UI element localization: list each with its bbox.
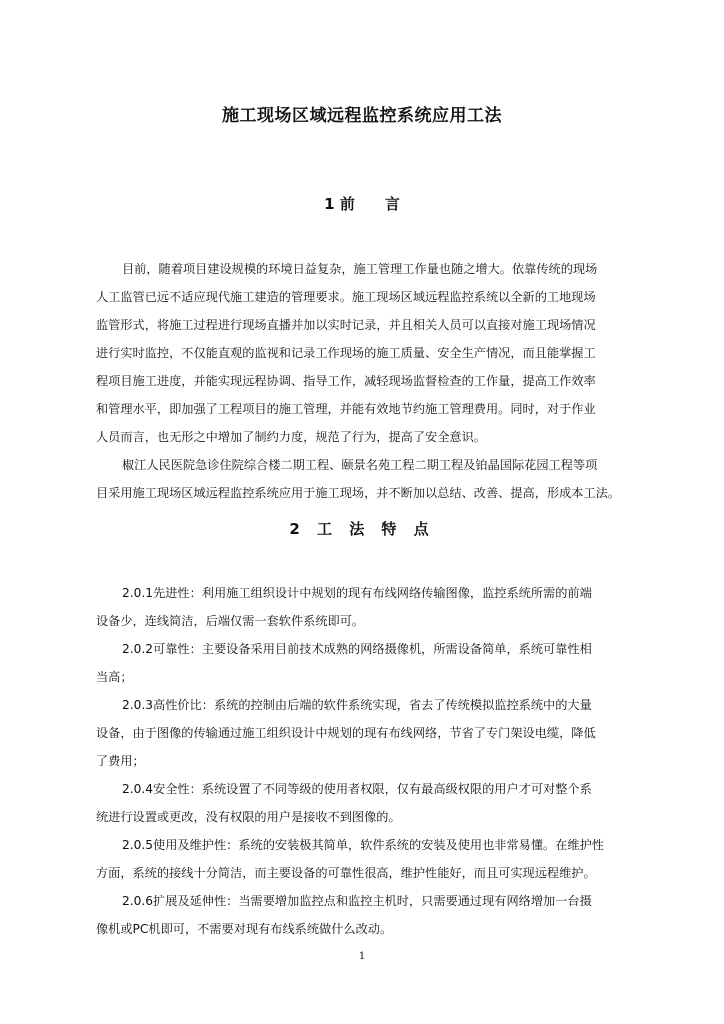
feature-item-line: 2.0.6扩展及延伸性：当需要增加监控点和监控主机时，只需要通过现有网络增加一台摄 — [122, 894, 592, 908]
feature-item-line: 当高； — [96, 670, 133, 684]
feature-item-line: 2.0.5使用及维护性：系统的安装极其简单，软件系统的安装及使用也非常易懂。在维护性 — [122, 838, 604, 852]
feature-item-line: 2.0.3高性价比：系统的控制由后端的软件系统实现，省去了传统模拟监控系统中的大量 — [122, 698, 592, 712]
feature-item-line: 方面，系统的接线十分简洁，而主要设备的可靠性很高，维护性能好，而且可实现远程维护。 — [96, 866, 596, 880]
paragraph-line: 人工监管已远不适应现代施工建造的管理要求。施工现场区域远程监控系统以全新的工地现场 — [96, 290, 596, 304]
paragraph-line: 椒江人民医院急诊住院综合楼二期工程、颐景名苑工程二期工程及铂晶国际花园工程等项 — [122, 458, 598, 472]
feature-item-line: 2.0.2可靠性：主要设备采用目前技术成熟的网络摄像机，所需设备简单，系统可靠性相 — [122, 642, 592, 656]
feature-item-line: 2.0.4安全性：系统设置了不同等级的使用者权限，仅有最高级权限的用户才可对整个系 — [122, 782, 592, 796]
feature-item-line: 像机或PC机即可，不需要对现有布线系统做什么改动。 — [96, 922, 393, 936]
section-heading-foreword: 1 前 言 — [324, 195, 400, 213]
page-number: 1 — [358, 951, 366, 962]
paragraph-line: 人员而言，也无形之中增加了制约力度，规范了行为，提高了安全意识。 — [96, 430, 486, 444]
feature-item-line: 2.0.1先进性：利用施工组织设计中规划的现有布线网络传输图像，监控系统所需的前端 — [122, 586, 592, 600]
paragraph-line: 进行实时监控，不仅能直观的监视和记录工作现场的施工质量、安全生产情况，而且能掌握工 — [96, 346, 596, 360]
feature-item-line: 设备少，连线简洁，后端仅需一套软件系统即可。 — [96, 614, 365, 628]
section-heading-features: 2 工 法 特 点 — [289, 520, 435, 538]
feature-item-line: 统进行设置或更改，没有权限的用户是接收不到图像的。 — [96, 810, 401, 824]
paragraph-line: 目采用施工现场区域远程监控系统应用于施工现场，并不断加以总结、改善、提高，形成本工法。 — [96, 486, 621, 500]
feature-item-line: 设备，由于图像的传输通过施工组织设计中规划的现有布线网络，节省了专门架设电缆，降低 — [96, 726, 596, 740]
paragraph-line: 目前，随着项目建设规模的环境日益复杂，施工管理工作量也随之增大。依靠传统的现场 — [122, 262, 598, 276]
paragraph-line: 监管形式，将施工过程进行现场直播并加以实时记录，并且相关人员可以直接对施工现场情况 — [96, 318, 596, 332]
document-title: 施工现场区域远程监控系统应用工法 — [222, 106, 502, 126]
feature-item-line: 了费用； — [96, 754, 145, 768]
paragraph-line: 程项目施工进度，并能实现远程协调、指导工作，减轻现场监督检查的工作量，提高工作效率 — [96, 374, 596, 388]
paragraph-line: 和管理水平，即加强了工程项目的施工管理，并能有效地节约施工管理费用。同时，对于作业 — [96, 402, 596, 416]
